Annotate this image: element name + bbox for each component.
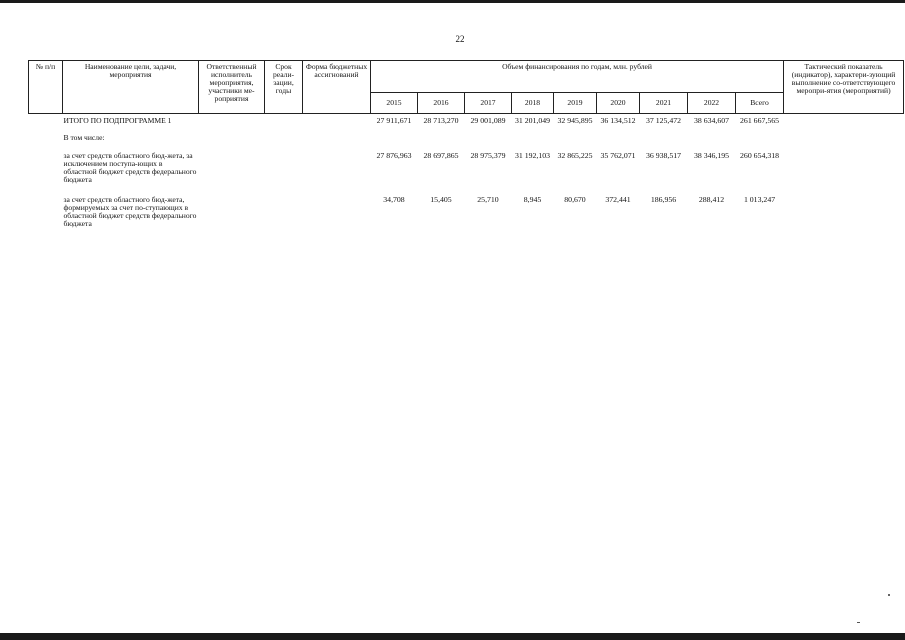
col-name-header: Наименование цели, задачи, мероприятия: [63, 61, 199, 114]
col-form-header: Форма бюджетных ассигнований: [303, 61, 371, 114]
page-number: 22: [455, 34, 465, 44]
value-cell: 288,412: [698, 195, 725, 204]
value-cell: 8,945: [523, 195, 542, 204]
year-header-2016: 2016: [418, 93, 465, 114]
value-cell: 25,710: [477, 195, 499, 204]
col-indicator-header: Тактический показатель (индикатор), характери-зующий выполнение со-ответствующего меропри-ятия (мероприятий): [784, 61, 904, 114]
value-cell: 27 876,963: [376, 151, 412, 160]
table-row-including: [29, 131, 904, 147]
year-header-2022: 2022: [688, 93, 736, 114]
value-cell: 37 125,472: [645, 116, 682, 125]
value-cell: 35 762,071: [600, 151, 636, 160]
bottom-border: [0, 633, 905, 640]
table-row-total: [29, 114, 904, 132]
value-cell: 186,956: [650, 195, 677, 204]
row-label-total: ИТОГО ПО ПОДПРОГРАММЕ 1: [63, 116, 172, 125]
value-cell-total: 1 013,247: [743, 195, 776, 204]
year-header-2021: 2021: [640, 93, 688, 114]
table-row-federal: [29, 191, 904, 240]
value-cell: 29 001,089: [470, 116, 506, 125]
col-responsible-header: Ответственный исполнитель мероприятия, участники ме-роприятия: [199, 61, 265, 114]
value-cell: 32 865,225: [557, 151, 593, 160]
value-cell: 34,708: [383, 195, 405, 204]
value-cell: 38 634,607: [693, 116, 730, 125]
col-term-header: Срок реали-зации, годы: [265, 61, 303, 114]
value-cell: 36 134,512: [600, 116, 636, 125]
value-cell-total: 260 654,318: [740, 151, 780, 160]
value-cell: 36 938,517: [645, 151, 682, 160]
col-num-header: № п/п: [29, 61, 63, 114]
value-cell: 27 911,671: [376, 116, 412, 125]
header-row-1: [29, 61, 904, 93]
col-funding-header: Объем финансирования по годам, млн. рублей: [371, 61, 784, 93]
scan-speck: [888, 594, 890, 596]
year-header-2020: 2020: [597, 93, 640, 114]
year-header-total: Всего: [736, 93, 784, 114]
value-cell-total: 261 667,565: [740, 116, 780, 125]
value-cell: 31 192,103: [514, 151, 551, 160]
scan-speck: [857, 622, 860, 623]
value-cell: 80,670: [564, 195, 586, 204]
value-cell: 28 975,379: [470, 151, 506, 160]
value-cell: 372,441: [605, 195, 631, 204]
top-border: [0, 0, 905, 3]
row-label-including: В том числе:: [63, 133, 105, 142]
funding-table: [28, 60, 904, 240]
year-header-2019: 2019: [554, 93, 597, 114]
value-cell: 32 945,895: [557, 116, 593, 125]
value-cell: 28 697,865: [423, 151, 459, 160]
year-header-2018: 2018: [512, 93, 554, 114]
table-row-regional: [29, 147, 904, 191]
year-header-2017: 2017: [465, 93, 512, 114]
value-cell: 28 713,270: [423, 116, 459, 125]
value-cell: 38 346,195: [693, 151, 730, 160]
value-cell: 31 201,049: [514, 116, 551, 125]
value-cell: 15,405: [430, 195, 452, 204]
row-label-regional: за счет средств областного бюд-жета, за исключением поступа-ющих в областной бюджет средств федерального бюджета: [63, 151, 197, 184]
year-header-2015: 2015: [371, 93, 418, 114]
row-label-federal: за счет средств областного бюд-жета, формируемых за счет по-ступающих в областной бюджет средств федерального бюджета: [63, 195, 197, 228]
